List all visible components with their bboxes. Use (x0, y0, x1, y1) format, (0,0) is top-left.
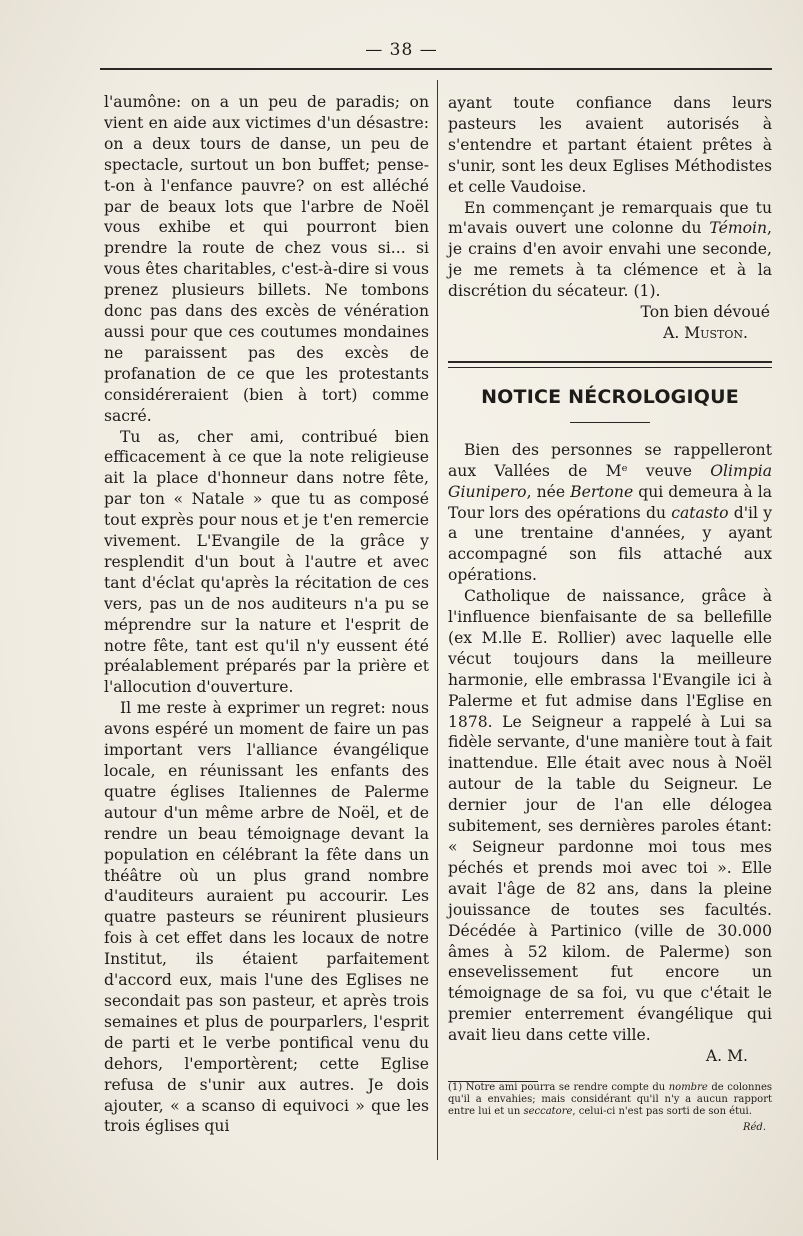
right-paragraph-1: ayant toute confiance dans leurs pasteurs les avaient autorisés à s'entendre et partant étaient prêtes à s'unir, sont les deux Eglises Méthodistes et celle Vaudoise. (448, 94, 772, 196)
text-run: Bien des personnes se rappelleront aux Vallées de Mᵉ veuve (448, 440, 772, 480)
notice-paragraph-1 (448, 440, 772, 586)
ornament-line (570, 422, 650, 423)
footnote (448, 1082, 772, 1118)
signature: A. Muston. (663, 323, 748, 342)
right-column (448, 93, 772, 1139)
page-number: — 38 — (365, 40, 438, 60)
text-run: En commençant je remarquais que tu m'avais ouvert une colonne du (448, 198, 772, 238)
text-run: , née (526, 482, 571, 501)
italic-title: Témoin (709, 219, 768, 238)
left-paragraph-1: l'aumône: on a un peu de paradis; on vient en aide aux victimes d'un désastre: on a deux tours de danse, un peu de spectacle, surtout un bon buffet; pense-t-on à l'enfance pauvre? on est alléché par de beaux lots que l'arbre de Noël vous exhibe et qui pourront bien prendre la route de chez vous si... si vous êtes charitables, c'est-à-dire si vous prenez plusieurs billets. Ne tombons donc pas dans des excès de vénération aussi pour que ces coutumes mondaines ne paraissent pas des excès de profanation de ce que les protestants considéreraient (bien à tort) comme sacré. (104, 93, 429, 425)
closing-line: Ton bien dévoué (640, 303, 770, 322)
text-run: , je crains d'en avoir envahi une seconde, je me remets à ta clémence et à la discrétion du sécateur. (1). (448, 219, 772, 301)
left-paragraph-3: Il me reste à exprimer un regret: nous avons espéré un moment de faire un pas important vers l'alliance évangélique locale, en réunissant les enfants des quatre églises Italiennes de Palerme autour d'un même arbre de Noël, et de rendre un beau témoignage devant la population en célébrant la fête dans un théâtre où un plus grand nombre d'auditeurs auraient pu accourir. Les quatre pasteurs se réunirent plusieurs fois à cet effet dans les locaux de notre Institut, ils étaient parfaitement d'accord eux, mais l'une des Eglises ne secondait pas son pasteur, et après trois semaines et plus de pourparlers, l'esprit de parti et le verbe pontifical venu du dehors, l'emportèrent; cette Eglise refusa de s'unir aux autres. Je dois ajouter, « a scanso di equivoci » que les trois églises qui (104, 699, 429, 1136)
text-run: qui demeura à la Tour lors des opérations du (448, 482, 772, 522)
text-run: d'il y a une trentaine d'années, y ayant accompagné son fils attaché aux opérations. (448, 503, 773, 585)
header-rule (100, 68, 772, 70)
left-column (104, 92, 429, 1137)
notice-paragraph-2: Catholique de naissance, grâce à l'influence bienfaisante de sa bellefille (ex M.lle E. Rollier) avec laquelle elle vécut toujours dans la meilleure harmonie, elle embrassa l'Evangile ici à Palerme et fut admise dans l'Eglise en 1878. Le Seigneur a rappelé à Lui sa fidèle servante, d'une manière tout à fait inattendue. Elle était avec nous à Noël autour de la table du Seigneur. Le dernier jour de l'an elle délogea subitement, ses dernières paroles étant: « Seigneur pardonne moi tous mes péchés et prends moi avec toi ». Elle avait l'âge de 82 ans, dans la pleine jouissance de toutes ses facultés. Décédée à Partinico (ville de 30.000 âmes à 52 kilom. de Palerme) son ensevelissement fut encore un témoignage de sa foi, vu que c'était le premier enterrement évangélique qui avait lieu dans cette ville. (448, 587, 772, 1045)
italic-name: Olimpia Giunipero (448, 461, 772, 501)
column-divider (437, 80, 438, 1160)
text-run: (1) Notre ami pourra se rendre compte du (448, 1081, 669, 1093)
notice-signature: A. M. (705, 1047, 748, 1066)
italic-term: catasto (671, 503, 729, 522)
section-double-rule (448, 361, 772, 368)
italic-word: nombre (668, 1081, 708, 1093)
left-paragraph-2: Tu as, cher ami, contribué bien efficacement à ce que la note religieuse ait la place d'honneur dans notre fête, par ton « Natale » que tu as composé tout exprès pour nous et je t'en remercie vivement. L'Evangile de la grâce y resplendit d'un bout à l'autre et avec tant d'éclat qu'après la récitation de ces vers, pas un de nos auditeurs n'a pu se méprendre sur la nature et l'esprit de notre fête, tant est qu'il n'y eussent été préalablement préparés par la prière et l'allocution d'ouverture. (104, 427, 429, 697)
text-run: de colonnes qu'il a envahies; mais considérant qu'il n'y a aucun rapport entre lui et un (448, 1081, 772, 1117)
right-paragraph-2 (448, 198, 772, 303)
italic-word: seccatore (523, 1105, 573, 1117)
text-run: , celui-ci n'est pas sorti de son étui. (572, 1105, 752, 1117)
footnote-signature: Réd. (742, 1121, 766, 1133)
notice-title: NOTICE NÉCROLOGIQUE (481, 385, 739, 408)
italic-name: Bertone (570, 482, 634, 501)
title-ornament (448, 412, 772, 426)
